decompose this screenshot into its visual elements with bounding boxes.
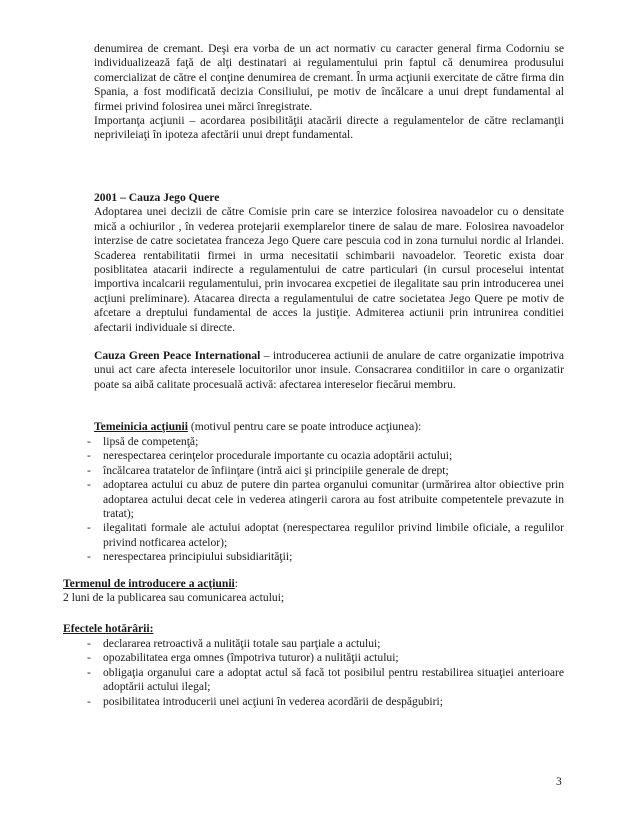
jego-quere-section: [94, 191, 564, 335]
intro-section: [94, 42, 564, 143]
effects-section: [63, 622, 563, 636]
list-item: - declararea retroactivă a nulităţii totale sau parţiale a actului;: [87, 637, 381, 650]
greenpeace-title: Cauza Green Peace International: [94, 349, 261, 362]
list-item: - nerespectarea principiului subsidiarităţii;: [87, 550, 293, 564]
list-item: - opozabilitatea erga omnes (împotriva tuturor) a nulităţii actului;: [87, 651, 399, 665]
grounds-list-wrap: [87, 435, 564, 565]
grounds-section: [94, 420, 564, 435]
jego-quere-title: 2001 – Cauza Jego Quere: [94, 191, 220, 204]
list-item: - posibilitatea introducerii unei acţiuni în vederea acordării de despăgubiri;: [87, 694, 443, 708]
list-item: - adoptarea actului cu abuz de putere din partea organului comunitar (urmărirea altor obiective prin adoptarea actului decat cele in vederea atingerii carora au fost atribuite competentele prevazute in tratat);: [87, 478, 564, 521]
grounds-list: [87, 435, 564, 565]
page-number: 3: [556, 775, 562, 788]
effects-title: Efectele hotărârii:: [63, 622, 154, 635]
greenpeace-text: – introducerea actiunii de anulare de catre organizatie impotriva unui act care afecta interesele locuitorilor unor insule. Consacrarea conditiilor in care o organizatir poate sa aibă calitate procesuală activă: afectarea intereselor fiecărui membru.: [94, 349, 564, 391]
list-item: - nerespectarea cerinţelor procedurale importante cu ocazia adoptării actului;: [87, 449, 453, 463]
jego-quere-paragraph: Adoptarea unei decizii de către Comisie prin care se interzice folosirea navoadelor cu o densitate mică a ochiurilor , în vederea protejarii exemplarelor tinere de salau de mare. Folosirea navoadelor interzise de catre societatea franceza Jego Quere care pescuia cod in zona turnului nordic al Irlandei. Scaderea rentabilitatii firmei in urma necesitatii schimbarii navoadelor. Teoretic exista doar posiblitatea atacarii indirecte a regulamentului de catre particulari (in cursul proceselui intentat importiva incalcarii regulamentului, prin invocarea excpetiei de ilegalitate sau prin introducerea unei acţiuni preliminare). Atacarea directa a regulamentului de catre societatea Jego Quere pe motiv de afcetare a dreptului fundamental de acces la justiţie. Admiterea actiunii prin intrunirea conditiei afectarii individuale si directe.: [94, 205, 564, 334]
deadline-title: Termenul de introducere a acţiunii: [63, 577, 235, 590]
importance-paragraph: Importanţa acţiunii – acordarea posibilităţii atacării directe a regulamentelor de către reclamanţii neprivileiaţi în ipoteza afectării unui drept fundamental.: [94, 114, 564, 142]
effects-list: [87, 637, 564, 709]
deadline-section: Termenul de introducere a acţiunii: 2 luni de la publicarea sau comunicarea actului;: [63, 577, 563, 606]
greenpeace-section: [94, 349, 564, 392]
list-item: - lipsă de competenţă;: [87, 435, 199, 448]
list-item: - ilegalitati formale ale actului adoptat (nerespectarea regulilor privind limbile oficiale, a regulilor privind notficarea actelor);: [87, 521, 564, 549]
list-item: - obligaţia organului care a adoptat actul să facă tot posibilul pentru restabilirea situaţiei anterioare adoptării actului ilegal;: [87, 665, 564, 694]
grounds-title: Temeinicia acţiunii: [94, 420, 188, 433]
effects-list-wrap: [87, 637, 564, 709]
grounds-subtitle: (motivul pentru care se poate introduce acţiunea):: [187, 420, 422, 433]
deadline-text: 2 luni de la publicarea sau comunicarea actului;: [63, 591, 285, 605]
list-item: - încălcarea tratatelor de înfiinţare (intră aici şi principiile generale de drept;: [87, 463, 449, 477]
intro-paragraph: denumirea de cremant. Deşi era vorba de un act normativ cu caracter general firma Codorniu se individualizează faţă de alţi destinatari ai regulamentului prin faptul că denumirea produsului comercializat de către el conţine denumirea de cremant. În urma acţiunii exercitate de către firma din Spania, a fost modificată decizia Consiliului, pe motiv de încălcare a unui drept fundamental al firmei privind folosirea unei mărci înregistrate.: [94, 42, 564, 113]
